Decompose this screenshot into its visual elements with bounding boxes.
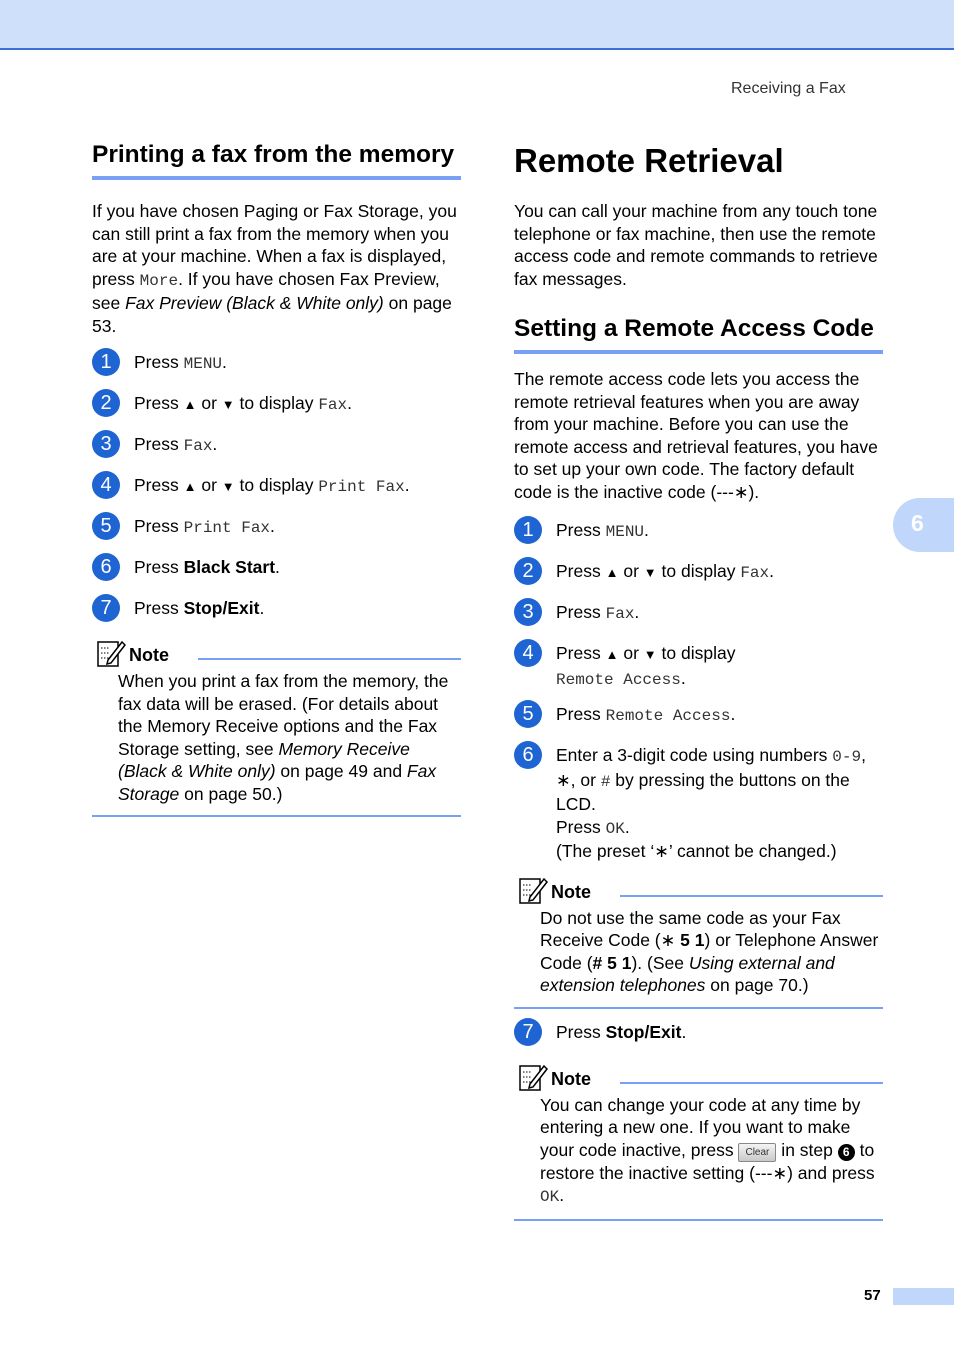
text: . [404, 475, 410, 495]
text: to display [234, 475, 319, 495]
down-arrow-icon: ▼ [643, 647, 657, 662]
note-header [514, 875, 883, 907]
top-color-band [0, 0, 954, 50]
star-symbol: ∗ [556, 769, 571, 790]
text: on page 50.) [179, 783, 283, 804]
cross-reference: Fax Preview (Black & White only) [125, 293, 384, 313]
text: , or [570, 769, 601, 790]
intro-paragraph [92, 200, 461, 337]
text: . [222, 352, 227, 372]
lcd-text: Fax [740, 564, 770, 582]
text: . [347, 393, 352, 413]
text: Do not use the same code as your Fax Receive Code ( [540, 907, 841, 950]
step-list [514, 519, 883, 863]
text: . [212, 434, 218, 454]
lcd-text: Remote Access [556, 670, 681, 689]
text: to display [656, 561, 741, 581]
lcd-text: # [600, 772, 611, 791]
text: to restore the inactive setting (---∗) and press [540, 1139, 875, 1183]
up-arrow-icon: ▲ [183, 397, 197, 412]
note-pencil-icon [518, 875, 548, 905]
step-2 [92, 392, 461, 421]
page-number: 57 [864, 1287, 881, 1304]
step-reference-icon: 6 [838, 1144, 855, 1161]
step-3 [92, 433, 461, 462]
lcd-text: Fax [605, 605, 635, 623]
text: in step [776, 1139, 838, 1160]
lcd-text: OK [605, 819, 625, 838]
note-title: Note [129, 645, 169, 665]
step-7 [92, 597, 461, 626]
lcd-text: Print Fax [318, 478, 405, 496]
down-arrow-icon: ▼ [221, 397, 235, 412]
lcd-text: 0-9 [832, 748, 862, 766]
text: Press [134, 352, 184, 372]
key-name: Black Start [183, 557, 276, 577]
text: . [644, 520, 649, 540]
section-heading-print-from-memory: Printing a fax from the memory [92, 140, 461, 180]
note-header [514, 1062, 883, 1094]
text: , [861, 745, 866, 765]
step-4 [514, 642, 883, 691]
left-column [92, 140, 461, 817]
lcd-text: OK [540, 1188, 560, 1206]
step-1 [514, 519, 883, 548]
lcd-text: MENU [183, 355, 223, 373]
text: on page 49 and [275, 761, 407, 781]
text: Press [556, 643, 606, 663]
text: . [259, 598, 265, 618]
text: or [618, 561, 644, 581]
note-box [92, 638, 461, 817]
step-4 [92, 474, 461, 503]
text: to display [234, 393, 319, 413]
note-text [514, 1094, 883, 1209]
step-5 [514, 703, 883, 732]
down-arrow-icon: ▼ [221, 479, 235, 494]
text: Press [556, 1021, 606, 1042]
text: . [730, 704, 736, 724]
down-arrow-icon: ▼ [643, 565, 657, 580]
step-6 [514, 744, 883, 863]
step-number: 3 [92, 430, 120, 458]
note-rule [620, 1082, 883, 1084]
text: . If you have chosen Fax Preview, see [92, 268, 440, 313]
text: Press [556, 561, 606, 581]
step-6 [92, 556, 461, 585]
step-7 [514, 1021, 883, 1050]
text: to display [656, 643, 736, 663]
text: When you print a fax from the memory, the fax data will be erased. (For details about the Memory Receive options and the Fax Storage setting, see [118, 671, 449, 759]
text: You can change your code at any time by entering a new one. If you want to make your code inactive, press [540, 1094, 861, 1160]
text: ) or Telephone Answer Code ( [540, 930, 879, 973]
note-pencil-icon [518, 1062, 548, 1092]
chapter-tab [893, 498, 954, 552]
note-pencil-icon [96, 638, 126, 668]
step-3 [514, 601, 883, 630]
step-2 [514, 560, 883, 589]
text: Press [134, 393, 184, 413]
text: If you have chosen Paging or Fax Storage, you can still print a fax from the memory when you are at your machine. When a fax is displayed, press [92, 201, 457, 289]
text: Enter a 3-digit code using numbers [556, 745, 833, 765]
text: Press [134, 475, 184, 495]
step-list [92, 351, 461, 626]
key-name: Stop/Exit [183, 598, 260, 618]
cross-reference: Fax Storage [118, 761, 437, 804]
up-arrow-icon: ▲ [605, 565, 619, 580]
right-column [514, 140, 883, 1221]
clear-key-icon: Clear [738, 1143, 776, 1162]
text: . [769, 561, 774, 581]
code: # 5 1 [592, 952, 632, 973]
text: . [275, 557, 280, 577]
text: by pressing the buttons on the LCD. [556, 769, 850, 814]
lcd-more: More [139, 271, 179, 290]
lcd-text: Remote Access [605, 707, 731, 725]
chapter-number: 6 [911, 510, 924, 536]
text: . [270, 516, 275, 536]
step-number: 1 [514, 516, 542, 544]
text: . [681, 1021, 687, 1042]
text: or [618, 643, 644, 663]
text: . [624, 816, 630, 837]
text: Press [556, 602, 606, 622]
text: (The preset ‘∗’ cannot be changed.) [556, 841, 837, 861]
note-text [514, 907, 883, 997]
step-5 [92, 515, 461, 544]
text: on page 53. [92, 293, 452, 336]
note-box [514, 875, 883, 1009]
step-number: 3 [514, 598, 542, 626]
cross-reference: Using external and extension telephones [540, 952, 835, 995]
step-number: 7 [514, 1018, 542, 1046]
section-heading-remote-access-code: Setting a Remote Access Code [514, 314, 883, 354]
code: 5 1 [675, 930, 705, 950]
up-arrow-icon: ▲ [183, 479, 197, 494]
remote-retrieval-intro: You can call your machine from any touch tone telephone or fax machine, then use the remote access code and remote commands to retrieve fax messages. [514, 201, 878, 289]
text: Press [134, 557, 184, 577]
up-arrow-icon: ▲ [605, 647, 619, 662]
text: or [196, 475, 222, 495]
note-box [514, 1062, 883, 1221]
lcd-text: MENU [605, 523, 645, 541]
text: on page 70.) [705, 975, 809, 995]
step-number: 5 [92, 512, 120, 540]
cross-reference: Memory Receive (Black & White only) [118, 738, 410, 781]
step-number: 7 [92, 594, 120, 622]
step-list-continued [514, 1021, 883, 1050]
page-number-band [893, 1288, 954, 1305]
step-number: 5 [514, 700, 542, 728]
note-title: Note [551, 881, 591, 902]
note-title: Note [551, 1068, 591, 1089]
text: Press [556, 520, 606, 540]
text: Press [134, 434, 184, 454]
step-number: 2 [92, 389, 120, 417]
note-rule [198, 658, 461, 660]
text: Press [134, 516, 184, 536]
step-1 [92, 351, 461, 380]
step-number: 6 [514, 741, 542, 769]
running-header: Receiving a Fax [731, 80, 846, 97]
step-number: 2 [514, 557, 542, 585]
chapter-section-title: Remote Retrieval [514, 142, 784, 179]
text: or [196, 393, 222, 413]
lcd-text: Print Fax [183, 519, 271, 537]
note-text [92, 670, 461, 805]
text: . [559, 1185, 565, 1205]
step-number: 1 [92, 348, 120, 376]
note-rule [620, 895, 883, 897]
star-symbol: ∗ [660, 930, 676, 950]
key-name: Stop/Exit [605, 1021, 682, 1042]
step-number: 4 [514, 639, 542, 667]
text: Press [134, 598, 184, 618]
step-number: 6 [92, 553, 120, 581]
text: Press [556, 704, 606, 724]
lcd-text: Fax [318, 396, 348, 414]
lcd-text: Fax [183, 437, 213, 455]
remote-access-paragraph: The remote access code lets you access the remote retrieval features when you are away from your machine. Before you can use the remote access and retrieval features, you have to set up your own code. The factory default code is the inactive code (---∗). [514, 369, 878, 502]
text: Press [556, 816, 606, 837]
text: . [634, 602, 640, 622]
text: ). (See [631, 952, 689, 973]
step-number: 4 [92, 471, 120, 499]
note-header [92, 638, 461, 670]
text: . [680, 667, 686, 688]
